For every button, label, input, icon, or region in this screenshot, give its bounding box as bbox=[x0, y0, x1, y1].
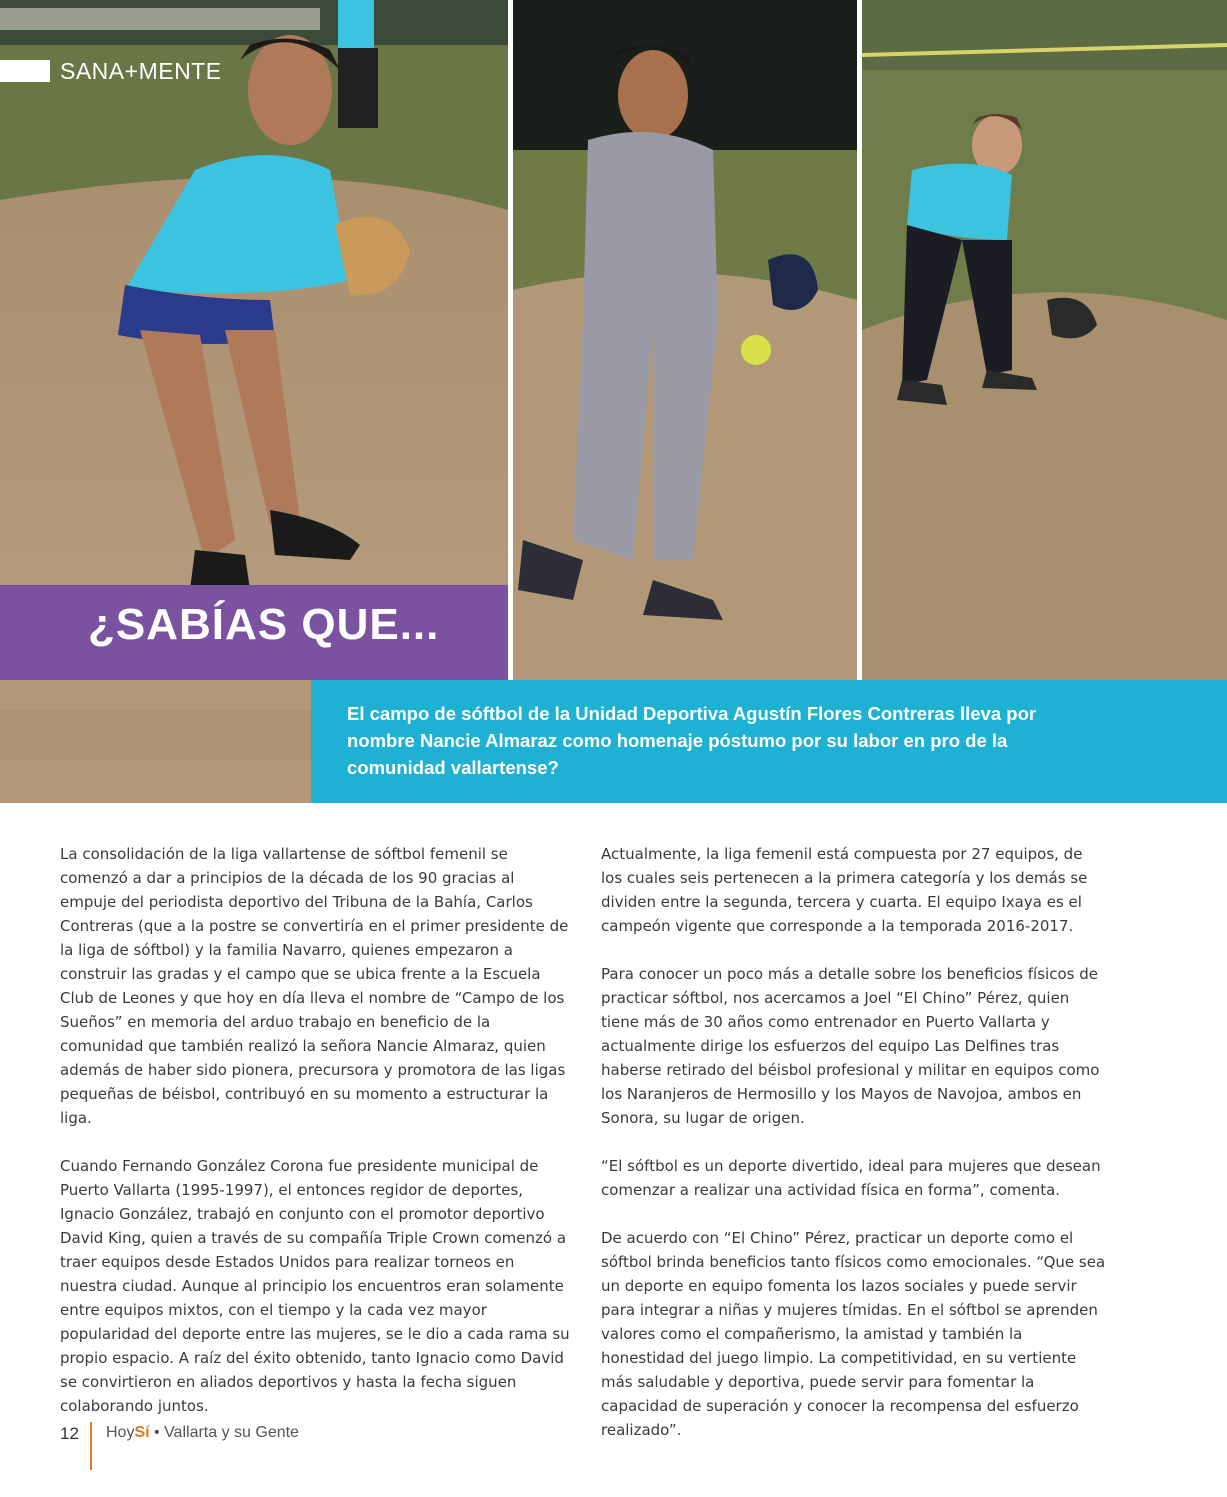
photo-field-dirt bbox=[0, 680, 311, 803]
page-number: 12 bbox=[60, 1424, 79, 1443]
brand-si: Sí bbox=[134, 1424, 150, 1441]
paragraph: Para conocer un poco más a detalle sobre los beneficios físicos de practicar sóftbol, nos acercamos a Joel “El Chino” Pérez, quien tiene más de 30 años como entrenador en Puerto Vallarta y actualmente dirige los esfuerzos del equipo Las Delfines tras haberse retirado del béisbol profesional y militar en equipos como los Naranjeros de Hermosillo y los Mayos de Navojoa, ambos en Sonora, su lugar de origen. bbox=[601, 965, 1100, 1127]
footer-publication bbox=[106, 1424, 299, 1442]
brand-rest: • Vallarta y su Gente bbox=[149, 1424, 299, 1441]
brand-hoy: Hoy bbox=[106, 1424, 135, 1441]
article-column-right bbox=[601, 842, 1106, 1466]
paragraph: De acuerdo con “El Chino” Pérez, practicar un deporte como el sóftbol brinda beneficios tanto físicos como emocionales. “Que sea un deporte en equipo fomenta los lazos sociales y puede servir para integrar a niñas y mujeres tímidas. En el sóftbol se aprenden valores como el compañerismo, la amistad y también la honestidad del juego limpio. La competitividad, en su vertiente más saludable y deportiva, puede servir para fomentar la capacidad de superación y conocer la recompensa del esfuerzo realizado”. bbox=[601, 1229, 1106, 1439]
paragraph: La consolidación de la liga vallartense de sóftbol femenil se comenzó a dar a principios de la década de los 90 gracias al empuje del periodista deportivo del Tribuna de la Bahía, Carlos Contreras (que a la postre se convertiría en el primer presidente de la liga de sóftbol) y la familia Navarro, quienes empezaron a construir las gradas y el campo que se ubica frente a la Escuela Club de Leones y que hoy en día lleva el nombre de “Campo de los Sueños” en memoria del arduo trabajo en beneficio de la comunidad que también realizó la señora Nancie Almaraz, quien además de haber sido pionera, precursora y promotora de las ligas pequeñas de béisbol, contribuyó en su momento a estructurar la liga. bbox=[60, 845, 569, 1127]
photo-player-pitching bbox=[513, 0, 857, 680]
question-banner bbox=[311, 680, 1227, 803]
question-text: El campo de sóftbol de la Unidad Deportiva Agustín Flores Contreras lleva por nombre Nancie Almaraz como homenaje póstumo por su labor en pro de la comunidad vallartense? bbox=[347, 703, 1037, 778]
photo-player-fielding bbox=[0, 0, 508, 680]
photo-player-crouching bbox=[862, 0, 1227, 680]
section-marker bbox=[0, 60, 50, 82]
article-title: ¿SABÍAS QUE... bbox=[88, 600, 440, 649]
section-label: SANA+MENTE bbox=[60, 58, 222, 84]
paragraph: “El sóftbol es un deporte divertido, ideal para mujeres que desean comenzar a realizar una actividad física en forma”, comenta. bbox=[601, 1157, 1101, 1199]
title-banner bbox=[0, 585, 508, 680]
footer-divider bbox=[90, 1422, 92, 1470]
paragraph: Actualmente, la liga femenil está compuesta por 27 equipos, de los cuales seis pertenecen a la primera categoría y los demás se dividen entre la segunda, tercera y cuarta. El equipo Ixaya es el campeón vigente que corresponde a la temporada 2016-2017. bbox=[601, 845, 1088, 935]
paragraph: Cuando Fernando González Corona fue presidente municipal de Puerto Vallarta (1995-1997), el entonces regidor de deportes, Ignacio González, trabajó en conjunto con el promotor deportivo David King, quien a través de su compañía Triple Crown comenzó a traer equipos desde Estados Unidos para realizar torneos en nuestra ciudad. Aunque al principio los encuentros eran solamente entre equipos mixtos, con el tiempo y la cada vez mayor popularidad del deporte entre las mujeres, se le dio a cada rama su propio espacio. A raíz del éxito obtenido, tanto Ignacio como David se convirtieron en aliados deportivos y hasta la fecha siguen colaborando juntos. bbox=[60, 1157, 570, 1415]
article-column-left bbox=[60, 842, 570, 1442]
